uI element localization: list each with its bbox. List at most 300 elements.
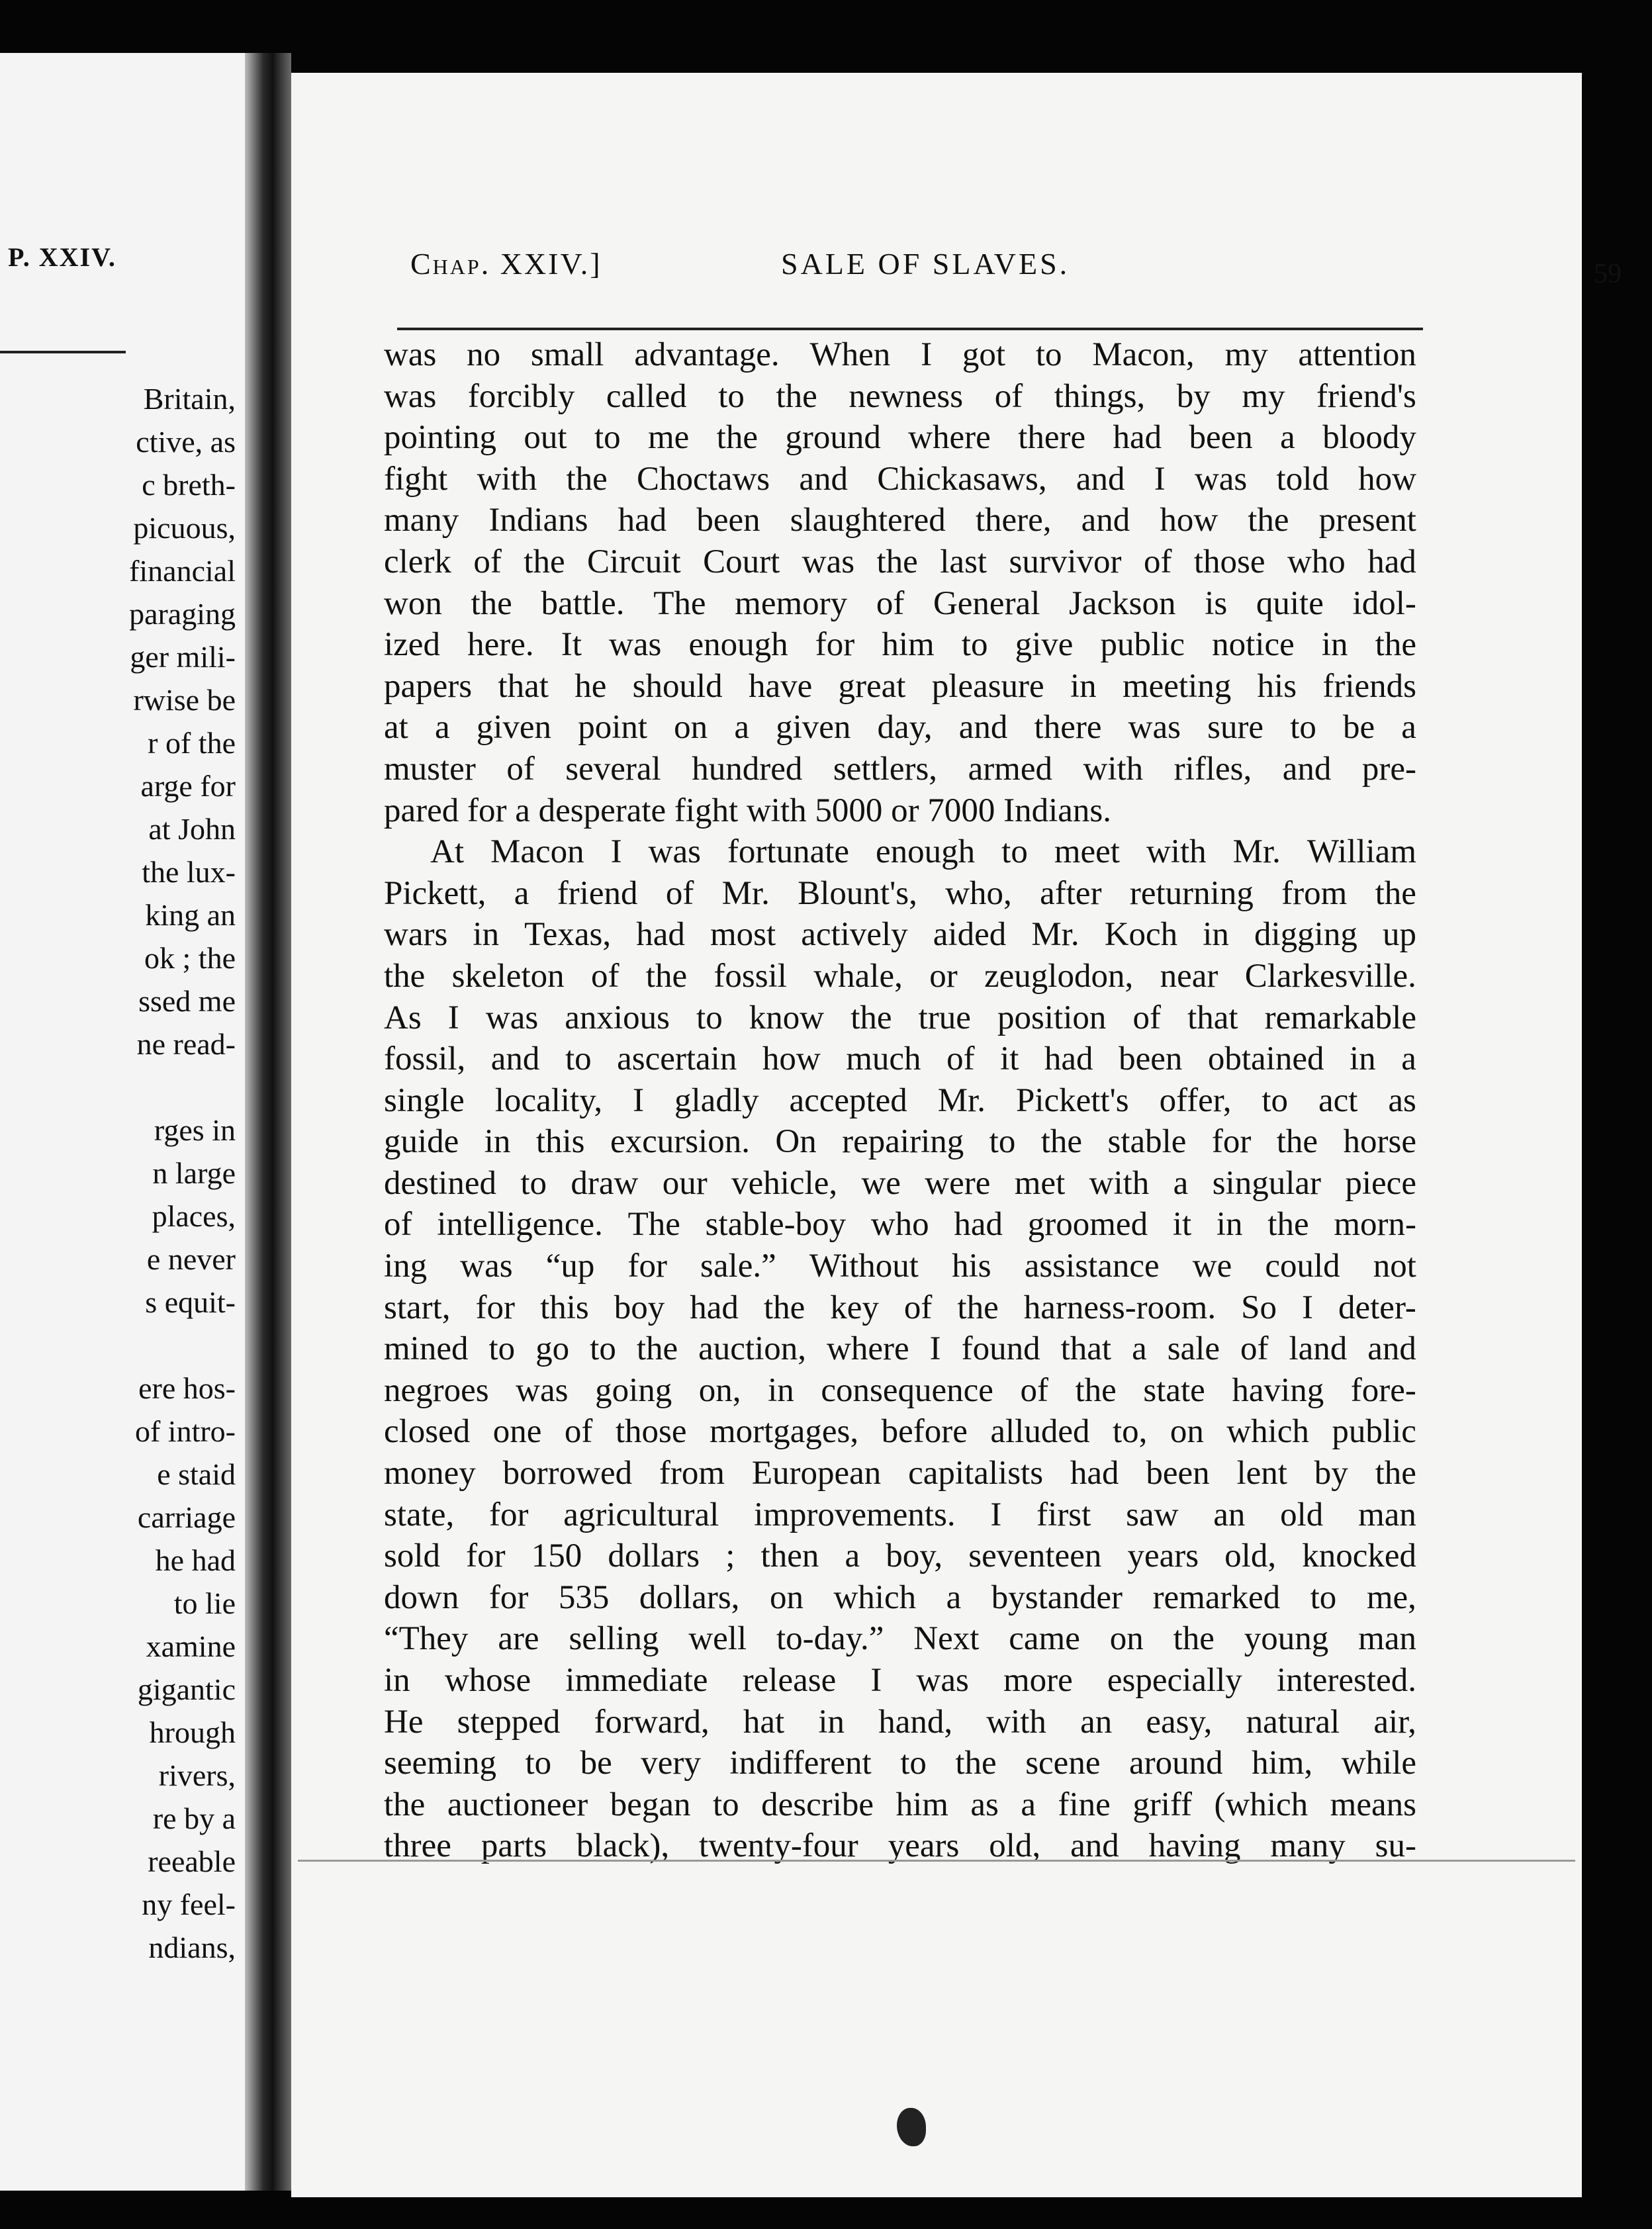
facing-page-line: at John <box>148 812 236 846</box>
word: was <box>1194 460 1248 498</box>
word: meet <box>1054 833 1120 871</box>
facing-page-line: king an <box>145 898 236 932</box>
word: had <box>636 916 685 954</box>
word: Macon <box>490 833 584 871</box>
word: in <box>1350 1040 1376 1078</box>
word: to, <box>1112 1413 1148 1451</box>
word: having <box>1148 1827 1241 1865</box>
word: ized <box>384 626 440 664</box>
word: zeuglodon, <box>984 957 1134 995</box>
word: was <box>384 336 437 373</box>
word: to <box>712 1786 739 1823</box>
word: griff <box>1132 1786 1193 1823</box>
word: of <box>506 750 535 788</box>
facing-page-line: ere hos- <box>138 1371 236 1405</box>
facing-page-line: ger mili- <box>130 640 236 674</box>
word: old, <box>989 1827 1041 1865</box>
word: it <box>1172 1206 1192 1244</box>
text-line <box>384 1287 1416 1329</box>
word: the <box>957 1289 999 1326</box>
word: for <box>488 1578 529 1616</box>
word: capitalists <box>908 1455 1044 1492</box>
word: to <box>1262 1081 1289 1119</box>
word: on <box>769 1578 803 1616</box>
running-header <box>410 246 1622 299</box>
word: on <box>1109 1620 1144 1658</box>
word: singular <box>1212 1164 1321 1202</box>
facing-page-line: re by a <box>152 1801 236 1835</box>
facing-page-line: Britain, <box>143 382 236 416</box>
word: idol- <box>1352 584 1416 622</box>
word: going <box>595 1371 672 1409</box>
word: him, <box>1252 1745 1313 1782</box>
word: of <box>665 874 694 912</box>
word: agricultural <box>563 1496 719 1533</box>
facing-page-line: rwise be <box>133 683 236 717</box>
word: and <box>1367 1330 1416 1368</box>
word: public <box>1100 626 1185 664</box>
word: in <box>1070 667 1097 705</box>
word: friend <box>557 874 638 912</box>
word: a <box>434 709 450 747</box>
word: which <box>833 1578 917 1616</box>
word: twenty-four <box>699 1827 858 1865</box>
word: forward, <box>594 1703 710 1741</box>
word: destined <box>384 1164 496 1202</box>
word: met <box>1014 1164 1066 1202</box>
word: whale, <box>813 957 903 995</box>
word: things, <box>1054 377 1146 415</box>
word: our <box>662 1164 708 1202</box>
facing-page-line: e never <box>146 1242 236 1276</box>
facing-page-line: he had <box>155 1543 236 1577</box>
word: I <box>990 1496 1002 1533</box>
word: to <box>718 377 745 415</box>
word: ground <box>785 419 881 457</box>
word: won <box>384 584 442 622</box>
word: Circuit <box>587 543 681 580</box>
word: in <box>1321 626 1348 664</box>
word: describe <box>761 1786 874 1823</box>
word: been <box>1189 419 1253 457</box>
word: the <box>1375 626 1416 664</box>
word: fight <box>384 460 448 498</box>
word: state <box>1143 1371 1205 1409</box>
word: called <box>606 377 687 415</box>
word: with <box>986 1703 1046 1741</box>
text-line <box>384 707 1416 749</box>
word: actively <box>801 916 908 954</box>
word: armed <box>968 750 1052 788</box>
word: and <box>1070 1827 1119 1865</box>
word: Texas, <box>524 916 612 954</box>
text-line <box>384 956 1416 997</box>
word: the <box>636 1330 678 1368</box>
word: to-day.” <box>776 1620 884 1658</box>
word: harness-room. <box>1023 1289 1216 1326</box>
word: before <box>881 1413 968 1451</box>
word: Jackson <box>1069 584 1176 622</box>
word: attention <box>1298 336 1416 373</box>
word: of <box>384 1206 412 1244</box>
word: Without <box>809 1248 919 1285</box>
word: remarked <box>1152 1578 1281 1616</box>
word: piece <box>1345 1164 1416 1202</box>
word: 150 <box>531 1537 582 1575</box>
word: for <box>627 1248 667 1285</box>
word: and <box>1081 502 1130 539</box>
word: to <box>1310 1578 1337 1616</box>
word: in <box>1216 1206 1243 1244</box>
text-line <box>384 1577 1416 1619</box>
word: pre- <box>1361 750 1416 788</box>
word: Clarkesville. <box>1244 957 1416 995</box>
word: interested. <box>1276 1662 1416 1699</box>
word: where <box>827 1330 909 1368</box>
text-line <box>384 417 1416 459</box>
word: it <box>1000 1040 1019 1078</box>
word: we <box>861 1164 901 1202</box>
word: been <box>1119 1040 1183 1078</box>
word: true <box>918 999 971 1036</box>
word: got <box>962 336 1006 373</box>
word: how <box>762 1040 821 1078</box>
word: where <box>908 419 991 457</box>
word: which <box>1226 1413 1309 1451</box>
word: be <box>580 1745 612 1782</box>
word: muster <box>384 750 476 788</box>
facing-page-line: ok ; the <box>144 941 236 975</box>
word: the <box>1276 1123 1318 1161</box>
word: draw <box>571 1164 639 1202</box>
word: I <box>1302 1289 1313 1326</box>
word: sale <box>1167 1330 1220 1368</box>
word: and <box>1076 460 1125 498</box>
word: given <box>776 709 851 747</box>
text-line <box>384 831 1416 873</box>
word: the <box>1173 1620 1215 1658</box>
word: for <box>489 1496 529 1533</box>
word: after <box>1040 874 1102 912</box>
word: (which <box>1214 1786 1308 1823</box>
word: offer, <box>1159 1081 1232 1119</box>
word: act <box>1318 1081 1358 1119</box>
word: whose <box>444 1662 531 1699</box>
word: stable <box>1107 1123 1187 1161</box>
word: deter- <box>1338 1289 1416 1326</box>
facing-page-line: r of the <box>148 726 236 760</box>
word: the <box>1248 502 1289 539</box>
word: my <box>1224 336 1268 373</box>
word: that <box>498 667 549 705</box>
facing-page-line: n large <box>152 1156 236 1190</box>
word: the <box>471 584 512 622</box>
facing-page-line: rges in <box>154 1113 236 1147</box>
word: the <box>384 1786 426 1823</box>
word: So <box>1241 1289 1277 1326</box>
word: there <box>1018 419 1086 457</box>
facing-page-line: hrough <box>149 1715 236 1749</box>
word: William <box>1307 833 1416 871</box>
word: those <box>1193 543 1265 580</box>
word: most <box>710 916 776 954</box>
word: with <box>1083 750 1144 788</box>
facing-page-rule <box>0 351 126 353</box>
word: borrowed <box>502 1455 633 1492</box>
word: enough <box>688 626 788 664</box>
word: ing <box>384 1248 428 1285</box>
word: this <box>540 1289 589 1326</box>
word: had <box>1367 543 1416 580</box>
word: Blount's, <box>798 874 917 912</box>
word: He <box>384 1703 424 1741</box>
word: of <box>1143 543 1172 580</box>
word: should <box>632 667 723 705</box>
word: been <box>696 502 760 539</box>
word: consequence <box>821 1371 993 1409</box>
word: It <box>561 626 582 664</box>
word: there <box>1034 709 1102 747</box>
word: near <box>1160 957 1218 995</box>
word: natural <box>1246 1703 1340 1741</box>
word: closed <box>384 1413 471 1451</box>
word: the <box>384 957 426 995</box>
word: newness <box>849 377 964 415</box>
text-line <box>384 1204 1416 1246</box>
word: been <box>1146 1455 1210 1492</box>
word: settlers, <box>833 750 938 788</box>
word: saw <box>1126 1496 1179 1533</box>
word: old <box>1280 1496 1324 1533</box>
word: as <box>970 1786 999 1823</box>
word: not <box>1373 1248 1416 1285</box>
word: especially <box>1107 1662 1242 1699</box>
word: was <box>384 377 437 415</box>
word: of <box>1240 1330 1269 1368</box>
word: ; <box>725 1537 735 1575</box>
word: is <box>1205 584 1228 622</box>
word: told <box>1276 460 1329 498</box>
text-line <box>384 1328 1416 1370</box>
facing-page-line: ny feel- <box>142 1888 236 1921</box>
text-line <box>384 1494 1416 1536</box>
word: survivor <box>1009 543 1122 580</box>
word: Pickett's <box>1015 1081 1129 1119</box>
word: in <box>473 916 500 954</box>
word: bloody <box>1322 419 1416 457</box>
word: Pickett, <box>384 874 486 912</box>
word: auctioneer <box>447 1786 588 1823</box>
facing-page-line: ne read- <box>136 1027 236 1061</box>
word: air, <box>1373 1703 1416 1741</box>
word: and <box>490 1040 540 1078</box>
facing-page-line: rivers, <box>158 1758 236 1792</box>
facing-page-line: of intro- <box>134 1414 236 1448</box>
word: in <box>818 1703 845 1741</box>
word: know <box>749 999 825 1036</box>
word: the <box>850 999 892 1036</box>
word: The <box>653 584 706 622</box>
word: improvements. <box>754 1496 956 1533</box>
word: scene <box>1025 1745 1101 1782</box>
text-line <box>384 1080 1416 1122</box>
word: who <box>870 1206 929 1244</box>
word: was <box>516 1371 569 1409</box>
word: groomed <box>1027 1206 1148 1244</box>
word: forcibly <box>467 377 575 415</box>
word: selling <box>569 1620 659 1658</box>
text-line <box>384 500 1416 541</box>
word: me <box>647 419 690 457</box>
word: a <box>1021 1786 1036 1823</box>
word: first <box>1036 1496 1091 1533</box>
word: remarkable <box>1264 999 1416 1036</box>
word: means <box>1330 1786 1416 1823</box>
word: intelligence. <box>437 1206 603 1244</box>
word: in <box>384 1662 410 1699</box>
word: anxious <box>565 999 670 1036</box>
word: was <box>1128 709 1181 747</box>
word: a <box>845 1537 860 1575</box>
word: When <box>809 336 891 373</box>
word: General <box>933 584 1040 622</box>
word: and <box>958 709 1008 747</box>
word: At <box>430 833 464 871</box>
word: aided <box>933 916 1007 954</box>
text-line <box>384 1660 1416 1702</box>
word: there, <box>975 502 1052 539</box>
facing-page-line: ndians, <box>148 1931 236 1964</box>
facing-page-line: gigantic <box>137 1672 236 1706</box>
scan-crease <box>298 1860 1575 1862</box>
word: out <box>524 419 567 457</box>
word: well <box>688 1620 747 1658</box>
word: position <box>997 999 1107 1036</box>
word: from <box>1281 874 1348 912</box>
word: Choctaws <box>637 460 770 498</box>
word: how <box>1358 460 1416 498</box>
facing-page-line: financial <box>129 554 236 588</box>
word: friends <box>1322 667 1416 705</box>
word: mined <box>384 1330 469 1368</box>
word: I <box>610 833 622 871</box>
word: here. <box>467 626 534 664</box>
word: the <box>566 460 608 498</box>
word: began <box>610 1786 691 1823</box>
word: stepped <box>457 1703 561 1741</box>
facing-page-line: e staid <box>157 1457 236 1491</box>
word: with <box>1089 1164 1150 1202</box>
word: an <box>1213 1496 1246 1533</box>
word: the <box>776 377 817 415</box>
word: skeleton <box>451 957 565 995</box>
text-line <box>384 914 1416 956</box>
word: Indians <box>488 502 588 539</box>
word: On <box>775 1123 817 1161</box>
word: to <box>961 626 988 664</box>
word: around <box>1128 1745 1223 1782</box>
text-line <box>384 666 1416 707</box>
word: wars <box>384 916 448 954</box>
word: hat <box>743 1703 785 1741</box>
word: a <box>1173 1164 1189 1202</box>
word: years <box>1127 1537 1199 1575</box>
word: memory <box>735 584 848 622</box>
word: an <box>1080 1703 1113 1741</box>
word: the <box>763 1289 805 1326</box>
word: The <box>627 1206 680 1244</box>
word: a <box>1132 1330 1147 1368</box>
word: came <box>1009 1620 1080 1658</box>
word: I <box>447 999 459 1036</box>
text-line <box>384 624 1416 666</box>
word: this <box>535 1123 585 1161</box>
word: the <box>645 957 688 995</box>
text-line <box>384 997 1416 1039</box>
word: negroes <box>384 1371 489 1409</box>
word: I <box>633 1081 645 1119</box>
word: I <box>870 1662 882 1699</box>
word: hand, <box>878 1703 953 1741</box>
word: bystander <box>991 1578 1123 1616</box>
text-line <box>384 1535 1416 1577</box>
text-line: pared for a desperate fight with 5000 or 7000 Indians. <box>384 792 1112 829</box>
word: As <box>384 999 422 1036</box>
text-line <box>384 1163 1416 1205</box>
word: in <box>484 1123 511 1161</box>
word: Mr. <box>1031 916 1079 954</box>
word: was <box>460 1248 513 1285</box>
word: friend's <box>1316 377 1416 415</box>
word: of <box>946 1040 975 1078</box>
word: great <box>838 667 906 705</box>
word: was <box>648 833 701 871</box>
word: to <box>590 1330 616 1368</box>
facing-page-line: carriage <box>137 1500 236 1534</box>
word: pointing <box>384 419 497 457</box>
word: with <box>477 460 537 498</box>
word: for <box>1211 1123 1252 1161</box>
word: from <box>659 1455 725 1492</box>
word: public <box>1332 1413 1416 1451</box>
word: 535 <box>558 1578 610 1616</box>
word: had <box>1070 1455 1119 1492</box>
word: was <box>802 543 855 580</box>
word: down <box>384 1578 459 1616</box>
word: my <box>1242 377 1285 415</box>
word: “They <box>384 1620 469 1658</box>
facing-page-line: ssed me <box>138 984 236 1018</box>
word: quite <box>1256 584 1324 622</box>
word: a <box>1401 1040 1416 1078</box>
text-line <box>384 1702 1416 1743</box>
facing-page-line: the lux- <box>142 855 236 889</box>
word: indifferent <box>729 1745 872 1782</box>
text-line <box>384 1246 1416 1287</box>
word: of <box>1020 1371 1048 1409</box>
word: no <box>467 336 501 373</box>
word: the <box>1375 1455 1416 1492</box>
word: mortgages, <box>709 1413 859 1451</box>
word: to <box>520 1164 547 1202</box>
word: morn- <box>1334 1206 1416 1244</box>
word: had <box>1113 419 1162 457</box>
word: the <box>955 1745 997 1782</box>
word: found <box>961 1330 1040 1368</box>
word: to <box>989 1123 1016 1161</box>
word: up <box>1382 916 1416 954</box>
word: last <box>940 543 987 580</box>
